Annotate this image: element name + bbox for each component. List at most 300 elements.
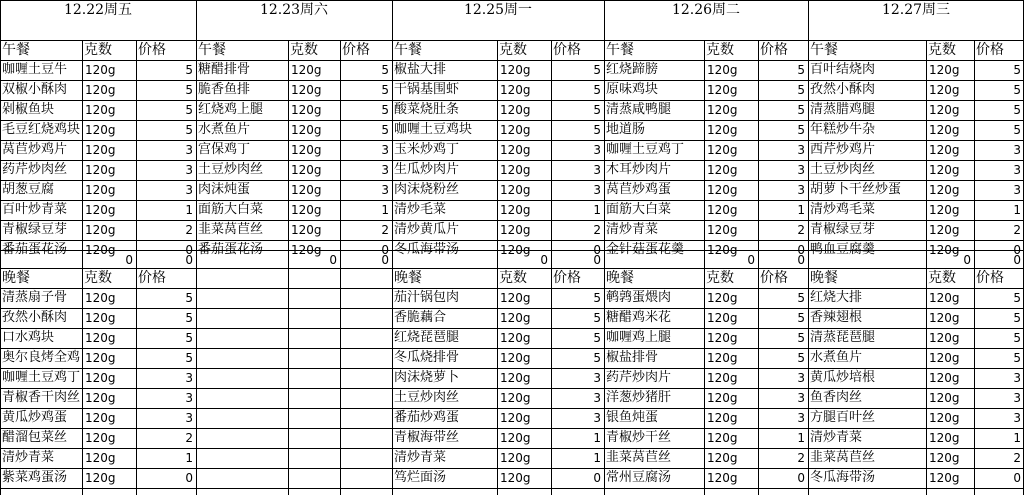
dinner-grams-cell[interactable]: 120g: [85, 371, 116, 385]
lunch-price-cell[interactable]: 0: [185, 243, 193, 257]
lunch-dish-cell[interactable]: 西芹炒鸡片: [810, 142, 876, 157]
dinner-price-cell[interactable]: 3: [1013, 411, 1021, 425]
lunch-summary-grams[interactable]: 0: [329, 253, 337, 267]
lunch-grams-cell[interactable]: 120g: [85, 123, 116, 137]
dinner-dish-cell[interactable]: 鱼香肉丝: [810, 390, 863, 405]
lunch-dish-cell[interactable]: 胡萝卜干丝炒蛋: [810, 182, 902, 197]
lunch-price-cell[interactable]: 5: [1013, 103, 1021, 117]
lunch-dish-cell[interactable]: 毛豆红烧鸡块: [2, 122, 81, 137]
dinner-dish-cell[interactable]: 青椒炒干丝: [606, 430, 672, 445]
dinner-grams-cell[interactable]: 120g: [929, 291, 960, 305]
day-header-date: 12.27周三: [881, 2, 951, 18]
dinner-price-cell[interactable]: 0: [797, 471, 805, 485]
lunch-price-cell[interactable]: 2: [185, 223, 193, 237]
lunch-price-cell[interactable]: 2: [381, 223, 389, 237]
lunch-dish-cell[interactable]: 木耳炒肉片: [606, 162, 672, 177]
dinner-grams-cell[interactable]: 120g: [707, 451, 738, 465]
lunch-dish-cell[interactable]: 鸭血豆腐羹: [810, 242, 876, 257]
dinner-price-cell[interactable]: 5: [185, 331, 193, 345]
lunch-dish-cell[interactable]: 水煮鱼片: [198, 122, 251, 137]
dinner-grams-cell[interactable]: 120g: [500, 451, 531, 465]
lunch-grams-cell[interactable]: 120g: [929, 163, 960, 177]
day-header-date: 12.25周一: [463, 2, 533, 18]
lunch-price-cell[interactable]: 3: [185, 163, 193, 177]
lunch-price-cell[interactable]: 5: [185, 123, 193, 137]
dinner-price-cell[interactable]: 3: [797, 411, 805, 425]
dinner-dish-cell[interactable]: 常州豆腐汤: [606, 470, 672, 485]
dinner-dish-cell[interactable]: 清炒青菜: [2, 450, 55, 465]
lunch-grams-cell[interactable]: 120g: [707, 63, 738, 77]
dinner-dish-cell[interactable]: 红烧大排: [810, 290, 863, 305]
lunch-grams-cell[interactable]: 120g: [707, 143, 738, 157]
dinner-grams-cell[interactable]: 120g: [500, 351, 531, 365]
dinner-dish-cell[interactable]: 口水鸡块: [2, 330, 55, 345]
dinner-price-cell[interactable]: 3: [797, 391, 805, 405]
dinner-grams-cell[interactable]: 120g: [929, 411, 960, 425]
dinner-header-grams: 克数: [928, 270, 956, 286]
dinner-dish-cell[interactable]: 清炒青菜: [394, 450, 447, 465]
lunch-dish-cell[interactable]: 面筋大白菜: [606, 202, 672, 217]
dinner-grams-cell[interactable]: 120g: [707, 471, 738, 485]
lunch-header-dish: 午餐: [2, 42, 30, 58]
lunch-price-cell[interactable]: 5: [593, 83, 601, 97]
dinner-dish-cell[interactable]: 鹌鹑蛋煨肉: [606, 290, 672, 305]
lunch-dish-cell[interactable]: 清炒毛菜: [394, 202, 447, 217]
lunch-dish-cell[interactable]: 百叶炒青菜: [2, 202, 68, 217]
lunch-summary-grams[interactable]: 0: [540, 253, 548, 267]
lunch-price-cell[interactable]: 3: [797, 143, 805, 157]
lunch-grams-cell[interactable]: 120g: [500, 63, 531, 77]
dinner-price-cell[interactable]: 5: [185, 311, 193, 325]
dinner-price-cell[interactable]: 3: [593, 371, 601, 385]
lunch-price-cell[interactable]: 5: [185, 63, 193, 77]
dinner-dish-cell[interactable]: 紫菜鸡蛋汤: [2, 470, 68, 485]
dinner-price-cell[interactable]: 3: [1013, 371, 1021, 385]
lunch-summary-price[interactable]: 0: [185, 253, 193, 267]
lunch-grams-cell[interactable]: 120g: [707, 83, 738, 97]
dinner-price-cell[interactable]: 0: [185, 471, 193, 485]
lunch-grams-cell[interactable]: 120g: [291, 103, 322, 117]
lunch-price-cell[interactable]: 3: [1013, 143, 1021, 157]
lunch-grams-cell[interactable]: 120g: [85, 83, 116, 97]
lunch-price-cell[interactable]: 0: [797, 243, 805, 257]
lunch-grams-cell[interactable]: 120g: [929, 183, 960, 197]
lunch-price-cell[interactable]: 5: [1013, 123, 1021, 137]
lunch-summary-grams[interactable]: 0: [963, 253, 971, 267]
dinner-grams-cell[interactable]: 120g: [85, 351, 116, 365]
lunch-price-cell[interactable]: 3: [381, 183, 389, 197]
lunch-price-cell[interactable]: 1: [593, 203, 601, 217]
dinner-grams-cell[interactable]: 120g: [500, 411, 531, 425]
dinner-price-cell[interactable]: 1: [593, 451, 601, 465]
dinner-dish-cell[interactable]: 红烧琵琶腿: [394, 330, 460, 345]
lunch-price-cell[interactable]: 1: [797, 203, 805, 217]
lunch-grams-cell[interactable]: 120g: [707, 243, 738, 257]
dinner-dish-cell[interactable]: 韭菜莴苣丝: [606, 450, 672, 465]
lunch-grams-cell[interactable]: 120g: [291, 163, 322, 177]
lunch-price-cell[interactable]: 5: [1013, 83, 1021, 97]
lunch-grams-cell[interactable]: 120g: [85, 203, 116, 217]
lunch-grams-cell[interactable]: 120g: [929, 223, 960, 237]
lunch-grams-cell[interactable]: 120g: [707, 223, 738, 237]
dinner-price-cell[interactable]: 1: [1013, 431, 1021, 445]
lunch-grams-cell[interactable]: 120g: [500, 223, 531, 237]
dinner-price-cell[interactable]: 5: [797, 351, 805, 365]
dinner-price-cell[interactable]: 5: [1013, 291, 1021, 305]
lunch-summary-price[interactable]: 0: [593, 253, 601, 267]
dinner-dish-cell[interactable]: 方腿百叶丝: [810, 410, 876, 425]
lunch-dish-cell[interactable]: 原味鸡块: [606, 82, 659, 97]
dinner-price-cell[interactable]: 3: [593, 391, 601, 405]
lunch-grams-cell[interactable]: 120g: [291, 203, 322, 217]
lunch-dish-cell[interactable]: 冬瓜海带汤: [394, 242, 460, 257]
lunch-grams-cell[interactable]: 120g: [500, 183, 531, 197]
lunch-price-cell[interactable]: 0: [593, 243, 601, 257]
lunch-grams-cell[interactable]: 120g: [85, 103, 116, 117]
dinner-grams-cell[interactable]: 120g: [500, 311, 531, 325]
lunch-dish-cell[interactable]: 番茄蛋花汤: [198, 242, 264, 257]
dinner-price-cell[interactable]: 5: [1013, 331, 1021, 345]
dinner-price-cell[interactable]: 3: [593, 411, 601, 425]
lunch-grams-cell[interactable]: 120g: [929, 123, 960, 137]
dinner-dish-cell[interactable]: 黄瓜炒培根: [810, 370, 876, 385]
dinner-dish-cell[interactable]: 土豆炒肉丝: [394, 390, 460, 405]
lunch-price-cell[interactable]: 5: [797, 103, 805, 117]
dinner-grams-cell[interactable]: 120g: [500, 471, 531, 485]
lunch-price-cell[interactable]: 5: [593, 103, 601, 117]
lunch-grams-cell[interactable]: 120g: [85, 183, 116, 197]
dinner-grams-cell[interactable]: 120g: [929, 431, 960, 445]
lunch-grams-cell[interactable]: 120g: [291, 123, 322, 137]
lunch-price-cell[interactable]: 5: [185, 103, 193, 117]
lunch-price-cell[interactable]: 3: [1013, 163, 1021, 177]
lunch-header-price: 价格: [138, 42, 166, 58]
lunch-price-cell[interactable]: 1: [1013, 203, 1021, 217]
dinner-price-cell[interactable]: 1: [593, 431, 601, 445]
dinner-dish-cell[interactable]: 水煮鱼片: [810, 350, 863, 365]
dinner-price-cell[interactable]: 5: [593, 291, 601, 305]
lunch-price-cell[interactable]: 2: [1013, 223, 1021, 237]
lunch-grams-cell[interactable]: 120g: [500, 123, 531, 137]
lunch-dish-cell[interactable]: 肉沫炖蛋: [198, 182, 251, 197]
lunch-dish-cell[interactable]: 韭菜莴苣丝: [198, 222, 264, 237]
dinner-grams-cell[interactable]: 120g: [85, 331, 116, 345]
lunch-dish-cell[interactable]: 土豆炒肉丝: [810, 162, 876, 177]
lunch-grams-cell[interactable]: 120g: [500, 103, 531, 117]
dinner-price-cell[interactable]: 5: [797, 331, 805, 345]
lunch-price-cell[interactable]: 5: [797, 83, 805, 97]
dinner-grams-cell[interactable]: 120g: [929, 451, 960, 465]
lunch-header-dish: 午餐: [394, 42, 422, 58]
lunch-dish-cell[interactable]: 椒盐大排: [394, 62, 447, 77]
dinner-grams-cell[interactable]: 120g: [707, 311, 738, 325]
lunch-price-cell[interactable]: 0: [381, 243, 389, 257]
lunch-dish-cell[interactable]: 地道肠: [606, 122, 646, 137]
lunch-dish-cell[interactable]: 莴苣炒鸡蛋: [606, 182, 672, 197]
dinner-dish-cell[interactable]: 番茄炒鸡蛋: [394, 410, 460, 425]
lunch-price-cell[interactable]: 0: [1013, 243, 1021, 257]
dinner-grams-cell[interactable]: 120g: [707, 431, 738, 445]
dinner-price-cell[interactable]: 2: [185, 431, 193, 445]
dinner-dish-cell[interactable]: 银鱼炖蛋: [606, 410, 659, 425]
lunch-dish-cell[interactable]: 红烧蹄膀: [606, 62, 659, 77]
dinner-grams-cell[interactable]: 120g: [85, 291, 116, 305]
dinner-header-grams: 克数: [499, 270, 527, 286]
dinner-dish-cell[interactable]: 奥尔良烤全鸡: [2, 350, 81, 365]
dinner-dish-cell[interactable]: 清蒸琵琶腿: [810, 330, 876, 345]
dinner-grams-cell[interactable]: 120g: [85, 451, 116, 465]
lunch-dish-cell[interactable]: 糖醋排骨: [198, 62, 251, 77]
lunch-price-cell[interactable]: 5: [185, 83, 193, 97]
dinner-dish-cell[interactable]: 咖喱土豆鸡丁: [2, 370, 81, 385]
lunch-dish-cell[interactable]: 清蒸咸鸭腿: [606, 102, 672, 117]
lunch-grams-cell[interactable]: 120g: [291, 143, 322, 157]
lunch-dish-cell[interactable]: 酸菜烧肚条: [394, 102, 460, 117]
dinner-dish-cell[interactable]: 椒盐排骨: [606, 350, 659, 365]
lunch-dish-cell[interactable]: 咖喱土豆鸡块: [394, 122, 473, 137]
dinner-grams-cell[interactable]: 120g: [707, 331, 738, 345]
lunch-grams-cell[interactable]: 120g: [291, 243, 322, 257]
lunch-dish-cell[interactable]: 宫保鸡丁: [198, 142, 251, 157]
lunch-price-cell[interactable]: 5: [381, 123, 389, 137]
dinner-dish-cell[interactable]: 冬瓜烧排骨: [394, 350, 460, 365]
dinner-price-cell[interactable]: 1: [797, 431, 805, 445]
dinner-price-cell[interactable]: 5: [593, 351, 601, 365]
dinner-price-cell[interactable]: 2: [1013, 451, 1021, 465]
lunch-summary-price[interactable]: 0: [381, 253, 389, 267]
dinner-dish-cell[interactable]: 洋葱炒猪肝: [606, 390, 672, 405]
lunch-price-cell[interactable]: 5: [1013, 63, 1021, 77]
dinner-dish-cell[interactable]: 冬瓜海带汤: [810, 470, 876, 485]
dinner-header-grams: 克数: [84, 270, 112, 286]
dinner-price-cell[interactable]: 5: [797, 311, 805, 325]
dinner-dish-cell[interactable]: 糖醋鸡米花: [606, 310, 672, 325]
lunch-grams-cell[interactable]: 120g: [291, 183, 322, 197]
lunch-summary-grams[interactable]: 0: [747, 253, 755, 267]
lunch-dish-cell[interactable]: 咖喱土豆鸡丁: [606, 142, 685, 157]
lunch-grams-cell[interactable]: 120g: [500, 163, 531, 177]
lunch-dish-cell[interactable]: 孜然小酥肉: [810, 82, 876, 97]
dinner-price-cell[interactable]: 3: [185, 411, 193, 425]
dinner-grams-cell[interactable]: 120g: [707, 371, 738, 385]
dinner-dish-cell[interactable]: 孜然小酥肉: [2, 310, 68, 325]
lunch-dish-cell[interactable]: 清蒸腊鸡腿: [810, 102, 876, 117]
lunch-header-grams: 克数: [84, 42, 112, 58]
lunch-header-grams: 克数: [499, 42, 527, 58]
lunch-dish-cell[interactable]: 土豆炒肉丝: [198, 162, 264, 177]
dinner-grams-cell[interactable]: 120g: [85, 311, 116, 325]
lunch-grams-cell[interactable]: 120g: [707, 203, 738, 217]
lunch-grams-cell[interactable]: 120g: [85, 163, 116, 177]
dinner-grams-cell[interactable]: 120g: [929, 311, 960, 325]
dinner-header-price: 价格: [976, 270, 1004, 286]
dinner-header-dish: 晚餐: [2, 270, 30, 286]
lunch-dish-cell[interactable]: 双椒小酥肉: [2, 82, 68, 97]
dinner-price-cell[interactable]: 5: [593, 331, 601, 345]
lunch-price-cell[interactable]: 5: [381, 63, 389, 77]
dinner-dish-cell[interactable]: 香辣翅根: [810, 310, 863, 325]
dinner-grams-cell[interactable]: 120g: [500, 291, 531, 305]
lunch-grams-cell[interactable]: 120g: [291, 83, 322, 97]
dinner-price-cell[interactable]: 3: [797, 371, 805, 385]
lunch-dish-cell[interactable]: 面筋大白菜: [198, 202, 264, 217]
lunch-dish-cell[interactable]: 年糕炒牛杂: [810, 122, 876, 137]
dinner-price-cell[interactable]: 2: [797, 451, 805, 465]
lunch-dish-cell[interactable]: 青椒绿豆芽: [2, 222, 68, 237]
lunch-header-price: 价格: [976, 42, 1004, 58]
lunch-grams-cell[interactable]: 120g: [707, 183, 738, 197]
dinner-grams-cell[interactable]: 120g: [85, 411, 116, 425]
dinner-grams-cell[interactable]: 120g: [500, 371, 531, 385]
dinner-header-grams: 克数: [706, 270, 734, 286]
lunch-dish-cell[interactable]: 百叶结烧肉: [810, 62, 876, 77]
lunch-price-cell[interactable]: 5: [593, 123, 601, 137]
dinner-price-cell[interactable]: 3: [1013, 391, 1021, 405]
dinner-grams-cell[interactable]: 120g: [929, 471, 960, 485]
lunch-dish-cell[interactable]: 清炒青菜: [606, 222, 659, 237]
lunch-price-cell[interactable]: 3: [1013, 183, 1021, 197]
dinner-grams-cell[interactable]: 120g: [85, 391, 116, 405]
lunch-price-cell[interactable]: 3: [381, 143, 389, 157]
lunch-price-cell[interactable]: 3: [185, 143, 193, 157]
lunch-dish-cell[interactable]: 干锅基围虾: [394, 82, 460, 97]
lunch-grams-cell[interactable]: 120g: [929, 203, 960, 217]
dinner-price-cell[interactable]: 0: [1013, 471, 1021, 485]
lunch-grams-cell[interactable]: 120g: [929, 103, 960, 117]
lunch-dish-cell[interactable]: 清炒鸡毛菜: [810, 202, 876, 217]
day-header-date: 12.26周二: [671, 2, 741, 18]
lunch-price-cell[interactable]: 5: [381, 83, 389, 97]
lunch-dish-cell[interactable]: 剁椒鱼块: [2, 102, 55, 117]
dinner-dish-cell[interactable]: 黄瓜炒鸡蛋: [2, 410, 68, 425]
dinner-dish-cell[interactable]: 茄汁锅包肉: [394, 290, 460, 305]
dinner-grams-cell[interactable]: 120g: [85, 431, 116, 445]
dinner-price-cell[interactable]: 5: [1013, 351, 1021, 365]
lunch-grams-cell[interactable]: 120g: [929, 143, 960, 157]
dinner-price-cell[interactable]: 3: [185, 391, 193, 405]
lunch-price-cell[interactable]: 3: [797, 163, 805, 177]
dinner-grams-cell[interactable]: 120g: [500, 391, 531, 405]
dinner-dish-cell[interactable]: 清炒青菜: [810, 430, 863, 445]
lunch-price-cell[interactable]: 3: [593, 163, 601, 177]
lunch-price-cell[interactable]: 1: [185, 203, 193, 217]
lunch-grams-cell[interactable]: 120g: [707, 123, 738, 137]
lunch-dish-cell[interactable]: 青椒绿豆芽: [810, 222, 876, 237]
dinner-header-dish: 晚餐: [394, 270, 422, 286]
dinner-price-cell[interactable]: 5: [593, 311, 601, 325]
dinner-grams-cell[interactable]: 120g: [929, 351, 960, 365]
dinner-price-cell[interactable]: 5: [1013, 311, 1021, 325]
lunch-dish-cell[interactable]: 红烧鸡上腿: [198, 102, 264, 117]
dinner-price-cell[interactable]: 1: [185, 451, 193, 465]
dinner-dish-cell[interactable]: 青椒海带丝: [394, 430, 460, 445]
lunch-price-cell[interactable]: 3: [593, 143, 601, 157]
dinner-dish-cell[interactable]: 清蒸扇子骨: [2, 290, 68, 305]
lunch-price-cell[interactable]: 1: [381, 203, 389, 217]
lunch-grams-cell[interactable]: 120g: [500, 203, 531, 217]
lunch-price-cell[interactable]: 3: [593, 183, 601, 197]
lunch-grams-cell[interactable]: 120g: [85, 143, 116, 157]
dinner-dish-cell[interactable]: 笃烂面汤: [394, 470, 447, 485]
dinner-grams-cell[interactable]: 120g: [929, 331, 960, 345]
lunch-summary-price[interactable]: 0: [797, 253, 805, 267]
lunch-grams-cell[interactable]: 120g: [85, 223, 116, 237]
dinner-grams-cell[interactable]: 120g: [500, 431, 531, 445]
lunch-price-cell[interactable]: 3: [381, 163, 389, 177]
dinner-header-price: 价格: [760, 270, 788, 286]
lunch-dish-cell[interactable]: 脆香鱼排: [198, 82, 251, 97]
lunch-price-cell[interactable]: 3: [797, 183, 805, 197]
dinner-grams-cell[interactable]: 120g: [707, 291, 738, 305]
dinner-grams-cell[interactable]: 120g: [707, 351, 738, 365]
lunch-summary-grams[interactable]: 0: [125, 253, 133, 267]
lunch-summary-price[interactable]: 0: [1013, 253, 1021, 267]
dinner-dish-cell[interactable]: 韭菜莴苣丝: [810, 450, 876, 465]
lunch-grams-cell[interactable]: 120g: [500, 243, 531, 257]
lunch-dish-cell[interactable]: 咖喱土豆牛: [2, 62, 68, 77]
dinner-grams-cell[interactable]: 120g: [85, 471, 116, 485]
lunch-grams-cell[interactable]: 120g: [291, 223, 322, 237]
dinner-dish-cell[interactable]: 咖喱鸡上腿: [606, 330, 672, 345]
lunch-grams-cell[interactable]: 120g: [85, 243, 116, 257]
lunch-dish-cell[interactable]: 胡葱豆腐: [2, 182, 55, 197]
lunch-header-price: 价格: [760, 42, 788, 58]
dinner-grams-cell[interactable]: 120g: [500, 331, 531, 345]
dinner-grams-cell[interactable]: 120g: [929, 371, 960, 385]
dinner-price-cell[interactable]: 5: [797, 291, 805, 305]
lunch-grams-cell[interactable]: 120g: [929, 83, 960, 97]
lunch-grams-cell[interactable]: 120g: [85, 63, 116, 77]
lunch-price-cell[interactable]: 2: [593, 223, 601, 237]
lunch-dish-cell[interactable]: 肉沫烧粉丝: [394, 182, 460, 197]
dinner-dish-cell[interactable]: 青椒香干肉丝: [2, 390, 81, 405]
lunch-price-cell[interactable]: 5: [797, 123, 805, 137]
lunch-dish-cell[interactable]: 清炒黄瓜片: [394, 222, 460, 237]
lunch-grams-cell[interactable]: 120g: [929, 63, 960, 77]
dinner-dish-cell[interactable]: 醋溜包菜丝: [2, 430, 68, 445]
dinner-price-cell[interactable]: 5: [185, 291, 193, 305]
lunch-header-grams: 克数: [706, 42, 734, 58]
lunch-price-cell[interactable]: 5: [381, 103, 389, 117]
dinner-price-cell[interactable]: 3: [185, 371, 193, 385]
lunch-grams-cell[interactable]: 120g: [291, 63, 322, 77]
lunch-grams-cell[interactable]: 120g: [500, 83, 531, 97]
lunch-dish-cell[interactable]: 玉米炒鸡丁: [394, 142, 460, 157]
dinner-dish-cell[interactable]: 香脆藕合: [394, 310, 447, 325]
lunch-price-cell[interactable]: 3: [185, 183, 193, 197]
lunch-dish-cell[interactable]: 番茄蛋花汤: [2, 242, 68, 257]
lunch-grams-cell[interactable]: 120g: [929, 243, 960, 257]
lunch-grams-cell[interactable]: 120g: [500, 143, 531, 157]
dinner-dish-cell[interactable]: 肉沫烧萝卜: [394, 370, 460, 385]
dinner-grams-cell[interactable]: 120g: [707, 411, 738, 425]
dinner-grams-cell[interactable]: 120g: [929, 391, 960, 405]
lunch-price-cell[interactable]: 5: [797, 63, 805, 77]
dinner-header-dish: 晚餐: [810, 270, 838, 286]
lunch-grams-cell[interactable]: 120g: [707, 103, 738, 117]
lunch-price-cell[interactable]: 5: [593, 63, 601, 77]
lunch-price-cell[interactable]: 2: [797, 223, 805, 237]
lunch-dish-cell[interactable]: 莴苣炒鸡片: [2, 142, 68, 157]
dinner-grams-cell[interactable]: 120g: [707, 391, 738, 405]
lunch-dish-cell[interactable]: 金针菇蛋花羹: [606, 242, 685, 257]
lunch-dish-cell[interactable]: 药芹炒肉丝: [2, 162, 68, 177]
dinner-price-cell[interactable]: 0: [593, 471, 601, 485]
lunch-dish-cell[interactable]: 生瓜炒肉片: [394, 162, 460, 177]
lunch-grams-cell[interactable]: 120g: [707, 163, 738, 177]
dinner-dish-cell[interactable]: 药芹炒肉片: [606, 370, 672, 385]
dinner-price-cell[interactable]: 5: [185, 351, 193, 365]
